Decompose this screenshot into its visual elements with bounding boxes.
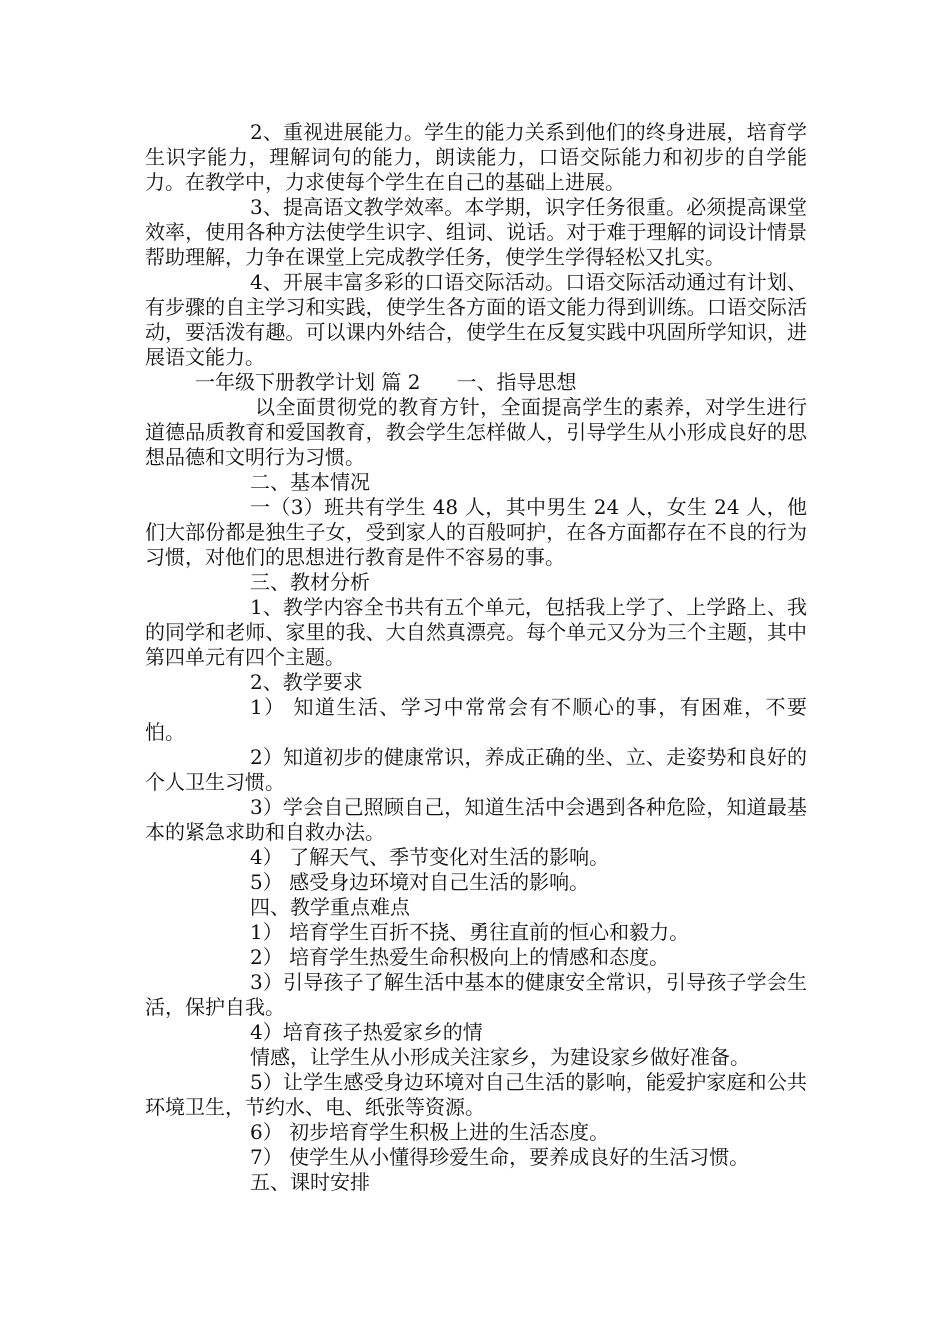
focus-item: 3）引导孩子了解生活中基本的健康安全常识，引导孩子学会生活，保护自我。 bbox=[145, 970, 807, 1019]
focus-item: 6） 初步培育学生积极上进的生活态度。 bbox=[250, 1120, 610, 1144]
focus-item: 情感，让学生从小形成关注家乡，为建设家乡做好准备。 bbox=[250, 1045, 750, 1069]
focus-item: 5）让学生感受身边环境对自己生活的影响，能爱护家庭和公共环境卫生，节约水、电、纸张等资源。 bbox=[145, 1070, 807, 1119]
requirement-item: 3）学会自己照顾自己，知道生活中会遇到各种危险，知道最基本的紧急求助和自救办法。 bbox=[145, 795, 807, 844]
paragraph-oral-activities: 4、开展丰富多彩的口语交际活动。口语交际活动通过有计划、有步骤的自主学习和实践，使学生各方面的语文能力得到训练。口语交际活动，要活泼有趣。可以课内外结合，使学生在反复实践中巩固所学知识，进展语文能力。 bbox=[145, 270, 807, 369]
plan-title: 一年级下册教学计划 篇 2 bbox=[195, 370, 421, 394]
requirement-item: 1） 知道生活、学习中常常会有不顺心的事，有困难，不要怕。 bbox=[145, 695, 807, 744]
section3-item2: 2、教学要求 bbox=[250, 670, 363, 694]
section5-heading: 五、课时安排 bbox=[250, 1170, 370, 1194]
section1-heading: 一、指导思想 bbox=[456, 370, 577, 394]
section2-heading: 二、基本情况 bbox=[250, 470, 370, 494]
focus-item: 2） 培育学生热爱生命积极向上的情感和态度。 bbox=[250, 945, 670, 969]
paragraph-efficiency: 3、提高语文教学效率。本学期，识字任务很重。必须提高课堂效率，使用各种方法使学生识字、组词、说话。对于难于理解的词设计情景帮助理解，力争在课堂上完成教学任务，使学生学得轻松又扎实。 bbox=[145, 195, 807, 269]
paragraph-ability: 2、重视进展能力。学生的能力关系到他们的终身进展，培育学生识字能力，理解词句的能力，朗读能力，口语交际能力和初步的自学能力。在教学中，力求使每个学生在自己的基础上进展。 bbox=[145, 120, 807, 194]
section3-item1: 1、教学内容全书共有五个单元，包括我上学了、上学路上、我的同学和老师、家里的我、大自然真漂亮。每个单元又分为三个主题，其中第四单元有四个主题。 bbox=[145, 595, 807, 669]
requirement-item: 5） 感受身边环境对自己生活的影响。 bbox=[250, 870, 590, 894]
requirement-item: 4） 了解天气、季节变化对生活的影响。 bbox=[250, 845, 610, 869]
requirement-item: 2）知道初步的健康常识，养成正确的坐、立、走姿势和良好的个人卫生习惯。 bbox=[145, 745, 807, 794]
plan-title-line bbox=[145, 370, 807, 395]
focus-item: 7） 使学生从小懂得珍爱生命，要养成良好的生活习惯。 bbox=[250, 1145, 750, 1169]
section2-text: 一（3）班共有学生 48 人，其中男生 24 人，女生 24 人，他们大部份都是独生子女，受到家人的百般呵护，在各方面都存在不良的行为习惯，对他们的思想进行教育是件不容易的事。 bbox=[145, 495, 807, 569]
section4-heading: 四、教学重点难点 bbox=[250, 895, 410, 919]
focus-item: 4）培育孩子热爱家乡的情 bbox=[250, 1020, 483, 1044]
section1-text: 以全面贯彻党的教育方针，全面提高学生的素养，对学生进行道德品质教育和爱国教育，教会学生怎样做人，引导学生从小形成良好的思想品德和文明行为习惯。 bbox=[145, 395, 807, 469]
section3-heading: 三、教材分析 bbox=[250, 570, 370, 594]
document-page bbox=[145, 120, 807, 1195]
focus-item: 1） 培育学生百折不挠、勇往直前的恒心和毅力。 bbox=[250, 920, 690, 944]
